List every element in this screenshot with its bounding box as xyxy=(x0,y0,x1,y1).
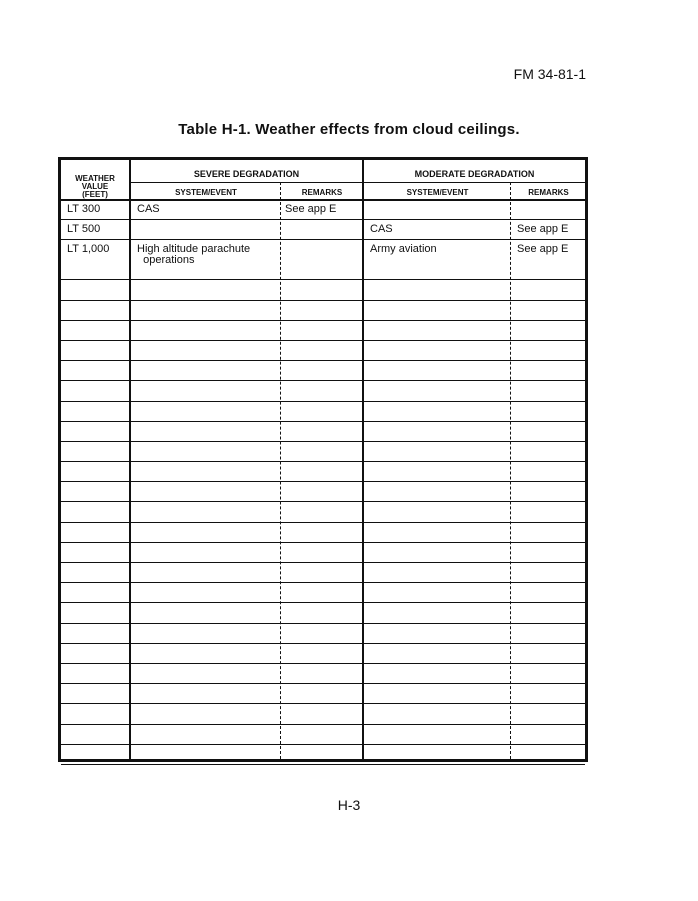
table-row-blank xyxy=(61,422,585,442)
weather-effects-table xyxy=(58,157,588,762)
table-row-blank xyxy=(61,462,585,482)
table-row-blank xyxy=(61,745,585,765)
table-row-blank xyxy=(61,482,585,502)
table-row-blank xyxy=(61,502,585,522)
moderate-degradation-header: MODERATE DEGRADATION xyxy=(414,169,535,179)
table-row xyxy=(61,220,585,240)
table-row-blank xyxy=(61,543,585,563)
table-row-blank xyxy=(61,523,585,543)
table-row-blank xyxy=(61,644,585,664)
table-row xyxy=(61,240,585,280)
moderate-remarks-cell: See app E xyxy=(517,223,569,236)
moderate-remarks-header: REMARKS xyxy=(528,188,569,197)
moderate-system-cell: CAS xyxy=(370,223,393,236)
table-row-blank xyxy=(61,624,585,644)
document-id: FM 34-81-1 xyxy=(513,66,586,82)
severe-system-event-header: SYSTEM/EVENT xyxy=(175,188,237,197)
table-row-blank xyxy=(61,664,585,684)
table-body xyxy=(61,200,585,765)
table-row-blank xyxy=(61,603,585,623)
moderate-remarks-cell: See app E xyxy=(517,243,569,256)
severe-system-cell: High altitude parachute operations xyxy=(137,243,251,267)
table-row-blank xyxy=(61,704,585,724)
table-row-blank xyxy=(61,280,585,300)
page-number: H-3 xyxy=(337,797,361,813)
table-row-blank xyxy=(61,361,585,381)
severe-remarks-cell: See app E xyxy=(285,203,337,215)
table-row-blank xyxy=(61,684,585,704)
table-row xyxy=(61,200,585,220)
table-row-blank xyxy=(61,442,585,462)
table-row-blank xyxy=(61,341,585,361)
severe-degradation-header: SEVERE DEGRADATION xyxy=(193,169,300,179)
table-row-blank xyxy=(61,381,585,401)
table-row-blank xyxy=(61,301,585,321)
weather-value-header: WEATHER VALUE (FEET) xyxy=(75,174,115,199)
moderate-system-cell: Army aviation xyxy=(370,243,437,256)
table-row-blank xyxy=(61,402,585,422)
weather-value-cell: LT 500 xyxy=(67,223,101,236)
table-row-blank xyxy=(61,725,585,745)
weather-value-cell: LT 300 xyxy=(67,203,101,215)
header-divider xyxy=(131,182,585,183)
table-title: Table H-1. Weather effects from cloud ceilings. xyxy=(178,121,520,138)
severe-system-cell: CAS xyxy=(137,203,160,215)
moderate-system-event-header: SYSTEM/EVENT xyxy=(406,188,469,197)
table-row-blank xyxy=(61,563,585,583)
table-row-blank xyxy=(61,583,585,603)
table-row-blank xyxy=(61,321,585,341)
weather-value-cell: LT 1,000 xyxy=(67,243,110,256)
severe-remarks-header: REMARKS xyxy=(301,188,343,197)
